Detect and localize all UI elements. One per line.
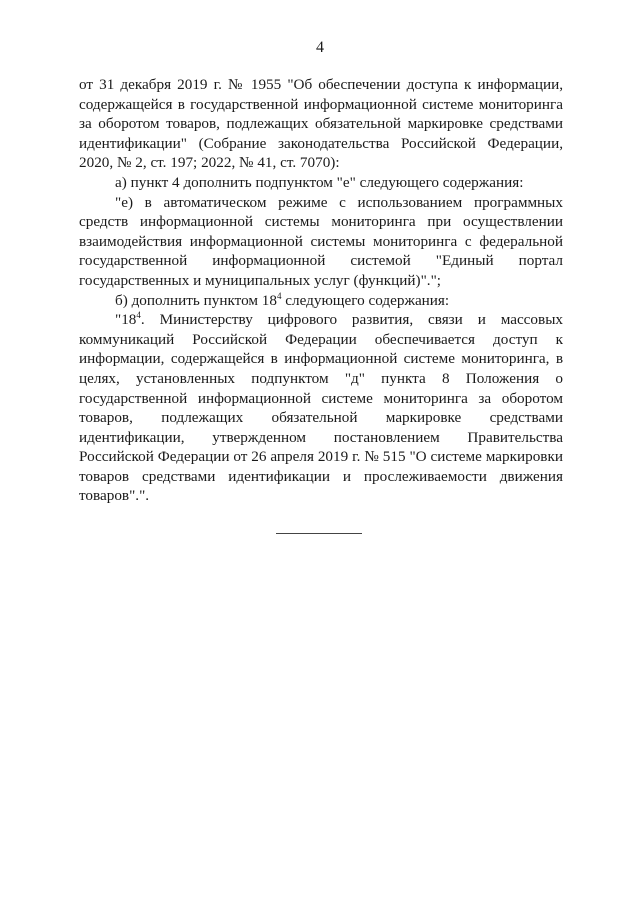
paragraph-point-18-4: [79, 310, 563, 506]
paragraph-subitem-e: "е) в автоматическом режиме с использованием программных средств информационной системы мониторинга при осуществлении взаимодействия информационной системы мониторинга с федеральной государственной информационной системой "Единый портал государственных и муниципальных услуг (функций)".";: [79, 193, 563, 289]
point-18-text-before: "18: [115, 311, 137, 329]
point-18-text-after: . Министерству цифрового развития, связи и массовых коммуникаций Российской Федерации обеспечивается доступ к информации, содержащейся в информационной системе мониторинга, в целях, установленных подпунктом "д" пункта 8 Положения о государственной информационной системе мониторинга за оборотом товаров, подлежащих обязательной маркировке средствами идентификации, утвержденном постановлением Правительства Российской Федерации от 26 апреля 2019 г. № 515 "О системе маркировки товаров средствами идентификации и прослеживаемости движения товаров".".: [79, 311, 563, 505]
item-b-text-before: б) дополнить пунктом 18: [115, 291, 277, 309]
paragraph-item-b: [79, 291, 563, 311]
page-number: 4: [316, 39, 324, 56]
item-b-text-after: следующего содержания:: [281, 291, 450, 309]
document-body: [79, 75, 563, 506]
end-of-document-rule: [276, 533, 362, 534]
point-18-superscript: 4: [136, 310, 141, 321]
item-b-superscript: 4: [276, 290, 282, 301]
paragraph-item-a: а) пункт 4 дополнить подпунктом "е" следующего содержания:: [115, 173, 524, 191]
paragraph-resolution-reference: от 31 декабря 2019 г. № 1955 "Об обеспечении доступа к информации, содержащейся в государственной информационной системе мониторинга за оборотом товаров, подлежащих обязательной маркировке средствами идентификации" (Собрание законодательства Российской Федерации, 2020, № 2, ст. 197; 2022, № 41, ст. 7070):: [79, 76, 563, 172]
